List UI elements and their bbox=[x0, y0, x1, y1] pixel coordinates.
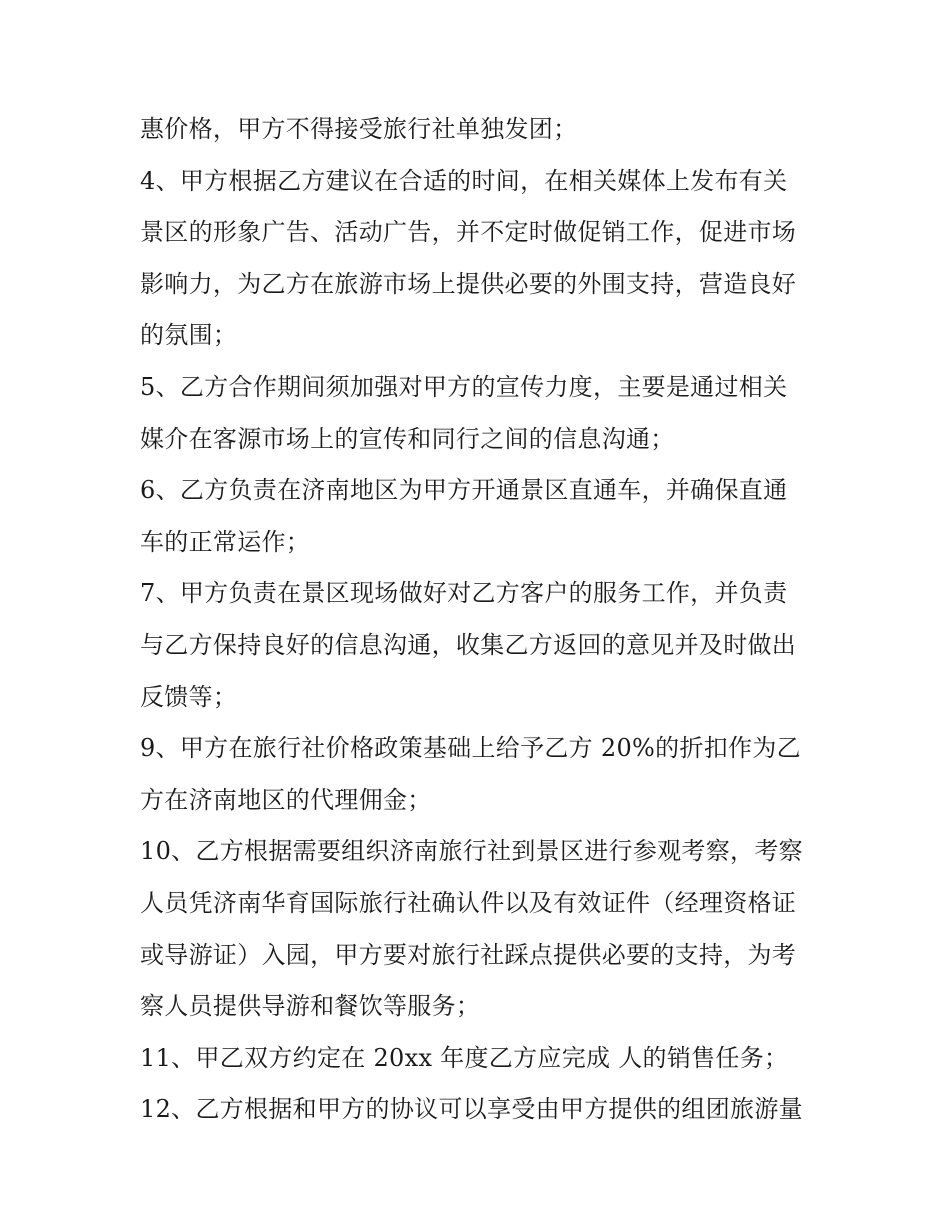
text-line: 5、乙方合作期间须加强对甲方的宣传力度，主要是通过相关 bbox=[140, 372, 788, 401]
text-line: 的氛围； bbox=[140, 321, 238, 350]
text-line: 方在济南地区的代理佣金； bbox=[140, 785, 432, 814]
text-line: 或导游证）入园，甲方要对旅行社踩点提供必要的支持，为考 bbox=[140, 940, 797, 969]
text-line: 媒介在客源市场上的宣传和同行之间的信息沟通； bbox=[140, 424, 675, 453]
text-line: 7、甲方负责在景区现场做好对乙方客户的服务工作，并负责 bbox=[140, 579, 788, 608]
text-line: 11、甲乙双方约定在 20xx 年度乙方应完成 人的销售任务； bbox=[140, 1043, 789, 1072]
text-line: 9、甲方在旅行社价格政策基础上给予乙方 20%的折扣作为乙 bbox=[140, 734, 801, 763]
text-line: 反馈等； bbox=[140, 682, 238, 711]
text-line: 影响力，为乙方在旅游市场上提供必要的外围支持，营造良好 bbox=[140, 269, 797, 298]
text-line: 10、乙方根据需要组织济南旅行社到景区进行参观考察，考察 bbox=[140, 837, 803, 866]
text-line: 人员凭济南华育国际旅行社确认件以及有效证件（经理资格证 bbox=[140, 888, 797, 917]
document-body bbox=[140, 104, 830, 1136]
text-line: 与乙方保持良好的信息沟通，收集乙方返回的意见并及时做出 bbox=[140, 630, 797, 659]
text-line: 12、乙方根据和甲方的协议可以享受由甲方提供的组团旅游量 bbox=[140, 1095, 803, 1124]
text-line: 景区的形象广告、活动广告，并不定时做促销工作，促进市场 bbox=[140, 218, 797, 247]
text-line: 惠价格，甲方不得接受旅行社单独发团； bbox=[140, 115, 578, 143]
text-line: 6、乙方负责在济南地区为甲方开通景区直通车，并确保直通 bbox=[140, 476, 788, 505]
text-line: 4、甲方根据乙方建议在合适的时间，在相关媒体上发布有关 bbox=[140, 166, 788, 195]
text-line: 察人员提供导游和餐饮等服务； bbox=[140, 992, 481, 1021]
text-line: 车的正常运作； bbox=[140, 527, 311, 556]
